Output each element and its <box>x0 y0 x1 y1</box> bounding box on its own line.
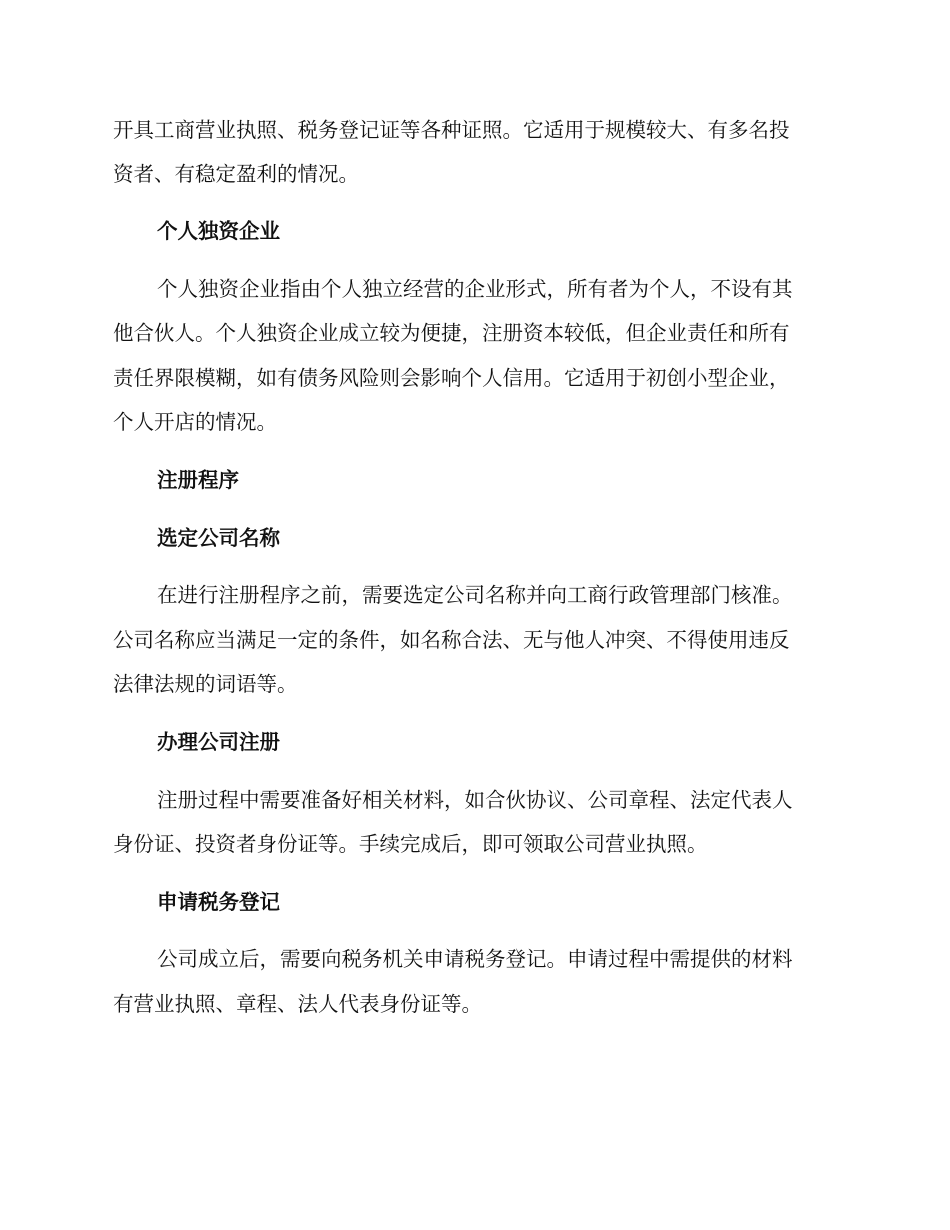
paragraph-line: 法律法规的词语等。 <box>113 672 298 696</box>
paragraph-line: 身份证、投资者身份证等。手续完成后，即可领取公司营业执照。 <box>113 832 708 856</box>
paragraph-line: 个人开店的情况。 <box>113 410 277 434</box>
subsection-heading: 申请税务登记 <box>157 890 280 914</box>
paragraph-line: 有营业执照、章程、法人代表身份证等。 <box>113 992 482 1016</box>
paragraph-line: 责任界限模糊，如有债务风险则会影响个人信用。它适用于初创小型企业， <box>113 366 790 390</box>
subsection-heading: 选定公司名称 <box>157 526 280 550</box>
paragraph-line: 公司成立后，需要向税务机关申请税务登记。申请过程中需提供的材料 <box>157 947 793 971</box>
paragraph-line: 个人独资企业指由个人独立经营的企业形式，所有者为个人，不设有其 <box>157 277 793 301</box>
paragraph-line: 注册过程中需要准备好相关材料，如合伙协议、公司章程、法定代表人 <box>157 788 793 812</box>
paragraph-line: 在进行注册程序之前，需要选定公司名称并向工商行政管理部门核准。 <box>157 583 793 607</box>
paragraph-line: 他合伙人。个人独资企业成立较为便捷，注册资本较低，但企业责任和所有 <box>113 321 790 345</box>
section-heading: 注册程序 <box>157 468 239 492</box>
paragraph-line: 开具工商营业执照、税务登记证等各种证照。它适用于规模较大、有多名投 <box>113 118 790 142</box>
paragraph-line: 资者、有稳定盈利的情况。 <box>113 162 359 186</box>
subsection-heading: 办理公司注册 <box>157 730 280 754</box>
paragraph-line: 公司名称应当满足一定的条件，如名称合法、无与他人冲突、不得使用违反 <box>113 628 790 652</box>
section-heading: 个人独资企业 <box>157 219 280 243</box>
